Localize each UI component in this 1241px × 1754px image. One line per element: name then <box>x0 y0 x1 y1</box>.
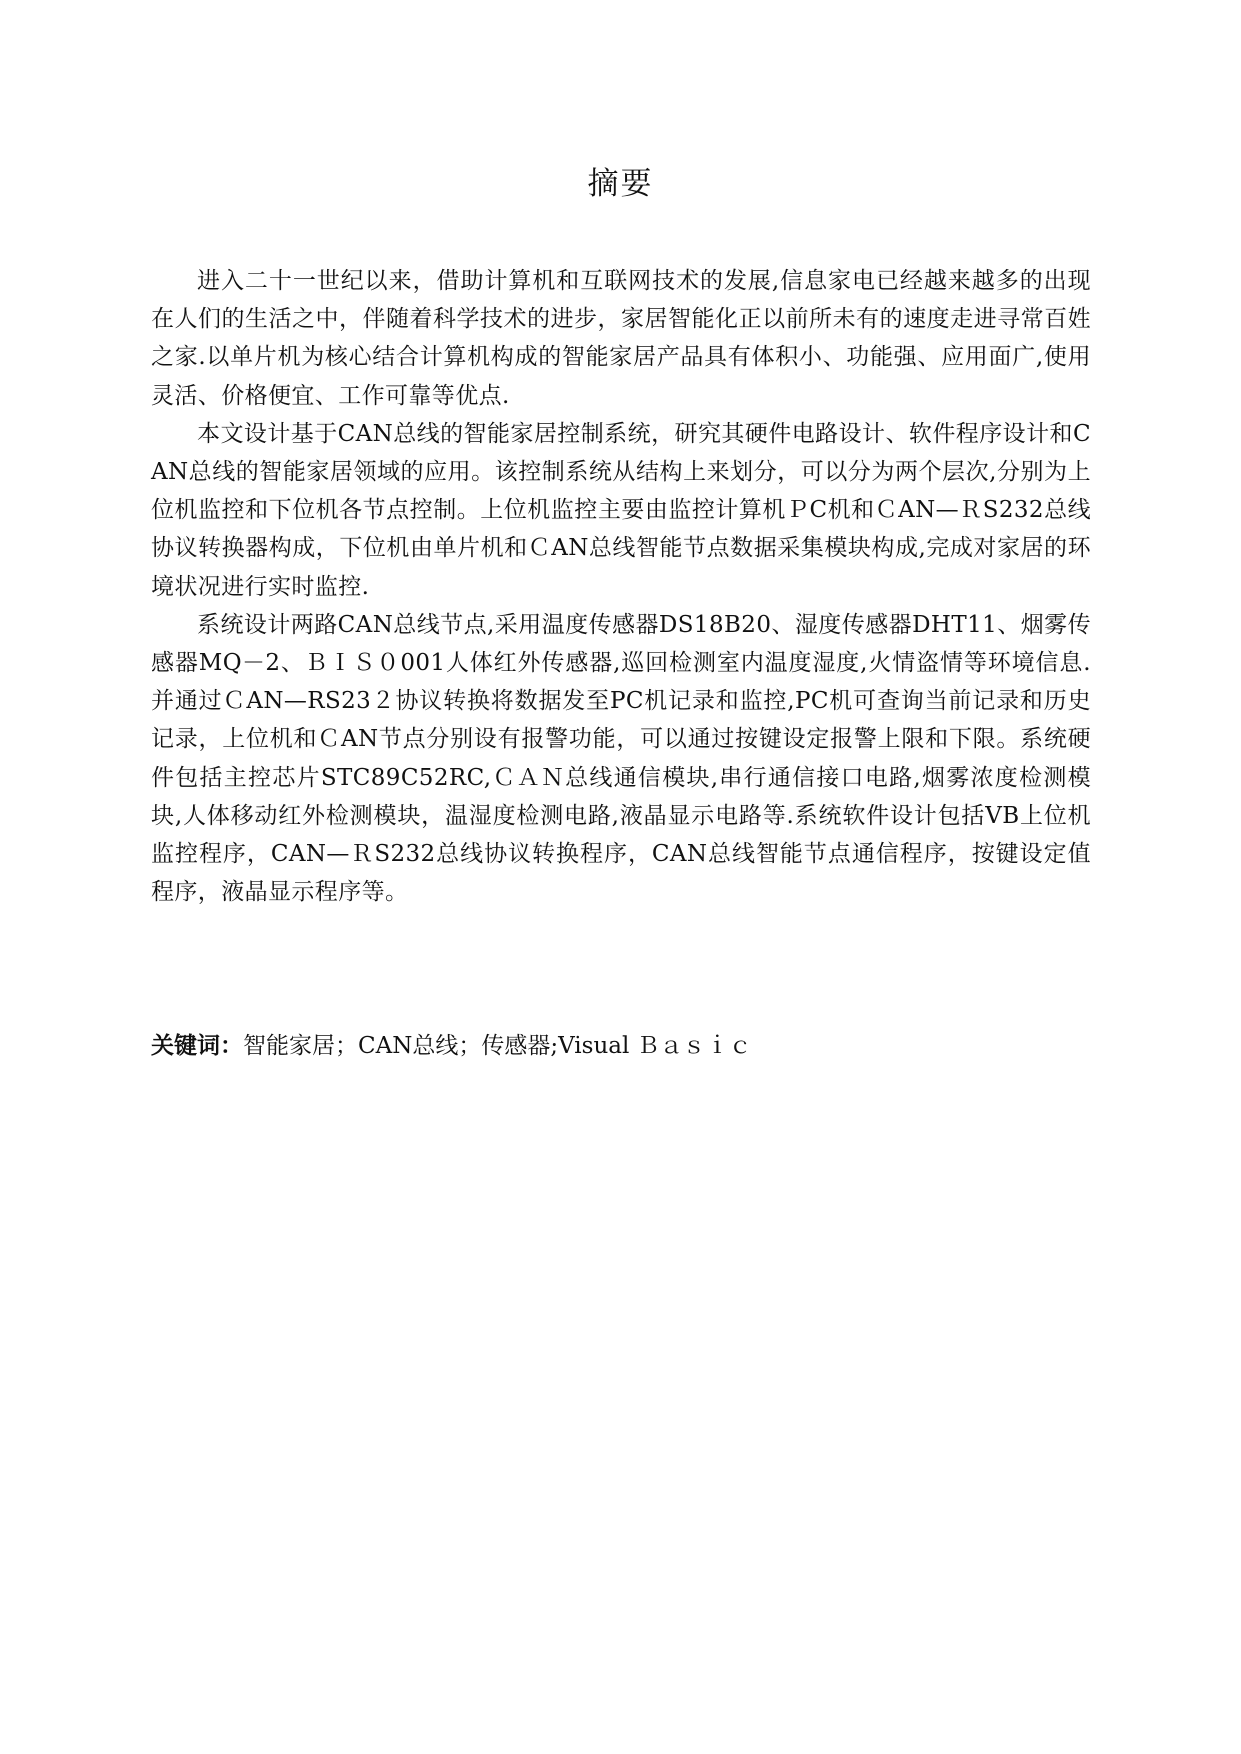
abstract-paragraph-3: 系统设计两路CAN总线节点,采用温度传感器DS18B20、湿度传感器DHT11、烟雾传感器MQ－2、ＢＩＳ０001人体红外传感器,巡回检测室内温度湿度,火情盗情等环境信息.并通过ＣAN—RS23２协议转换将数据发至PC机记录和监控,PC机可查询当前记录和历史记录，上位机和ＣAN节点分别设有报警功能，可以通过按键设定报警上限和下限。系统硬件包括主控芯片STC89C52RC,ＣＡＮ总线通信模块,串行通信接口电路,烟雾浓度检测模块,人体移动红外检测模块，温湿度检测电路,液晶显示电路等.系统软件设计包括VB上位机监控程序，CAN—ＲS232总线协议转换程序，CAN总线智能节点通信程序，按键设定值程序，液晶显示程序等。 <box>151 611 1091 906</box>
abstract-paragraph-1: 进入二十一世纪以来，借助计算机和互联网技术的发展,信息家电已经越来越多的出现在人们的生活之中，伴随着科学技术的进步，家居智能化正以前所未有的速度走进寻常百姓之家.以单片机为核心结合计算机构成的智能家居产品具有体积小、功能强、应用面广,使用灵活、价格便宜、工作可靠等优点. <box>151 268 1091 409</box>
keywords-value: 智能家居；CAN总线；传感器;Visual Ｂａｓｉｃ <box>243 1033 752 1059</box>
keywords-label: 关键词： <box>151 1033 243 1059</box>
abstract-body <box>151 262 1091 911</box>
page-title: 摘要 <box>587 166 654 202</box>
keywords-line <box>151 1027 1091 1065</box>
abstract-paragraph-2: 本文设计基于CAN总线的智能家居控制系统，研究其硬件电路设计、软件程序设计和CAN总线的智能家居领域的应用。该控制系统从结构上来划分，可以分为两个层次,分别为上位机监控和下位机各节点控制。上位机监控主要由监控计算机ＰC机和ＣAN—ＲS232总线协议转换器构成，下位机由单片机和ＣAN总线智能节点数据采集模块构成,完成对家居的环境状况进行实时监控. <box>151 420 1091 600</box>
